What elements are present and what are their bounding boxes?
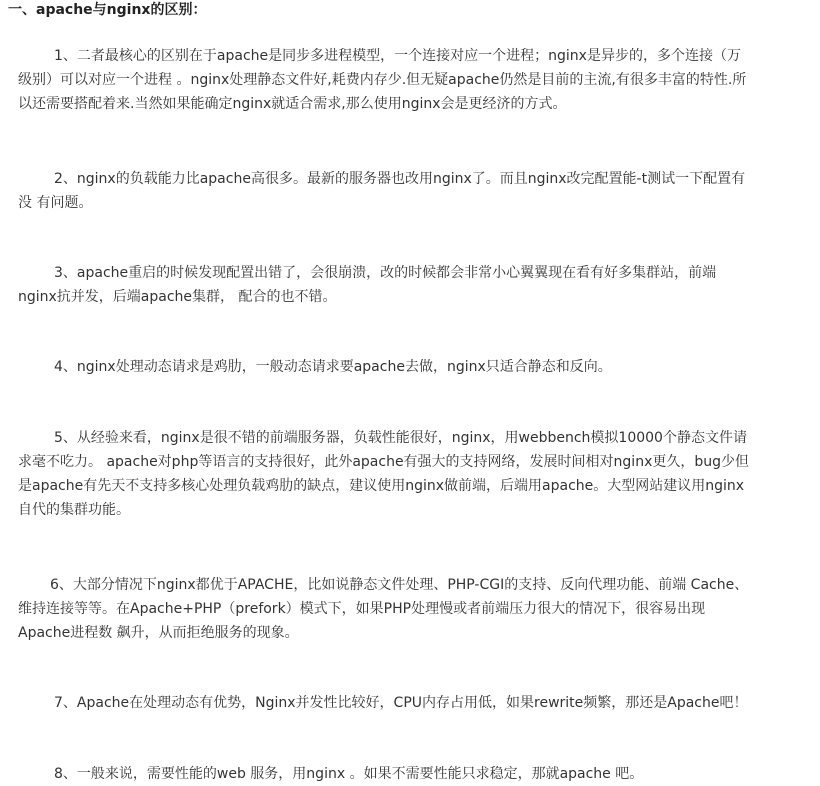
paragraph-8-line-1: 8、一般来说，需要性能的web 服务，用nginx 。如果不需要性能只求稳定，那就apache 吧。 xyxy=(54,766,644,782)
paragraph-6-line-3: Apache进程数 飙升，从而拒绝服务的现象。 xyxy=(18,625,299,641)
paragraph-7 xyxy=(18,691,792,715)
paragraph-3-line-2: nginx抗并发，后端apache集群， 配合的也不错。 xyxy=(18,289,337,305)
paragraph-2 xyxy=(18,167,792,215)
paragraph-7-line-1: 7、Apache在处理动态有优势，Nginx并发性比较好，CPU内存占用低，如果rewrite频繁，那还是Apache吧！ xyxy=(54,695,748,711)
section-heading: 一、apache与nginx的区别： xyxy=(8,2,207,18)
paragraph-5-line-1: 5、从经验来看，nginx是很不错的前端服务器，负载性能很好，nginx，用webbench模拟10000个静态文件请 xyxy=(54,430,747,446)
paragraph-2-line-2: 没 有问题。 xyxy=(18,195,93,211)
paragraph-6-line-1: 6、大部分情况下nginx都优于APACHE，比如说静态文件处理、PHP-CGI的支持、反向代理功能、前端 Cache、 xyxy=(50,577,749,593)
paragraph-1-line-1: 1、二者最核心的区别在于apache是同步多进程模型，一个连接对应一个进程；nginx是异步的，多个连接（万 xyxy=(54,48,741,64)
paragraph-8 xyxy=(18,762,792,786)
paragraph-1 xyxy=(18,44,792,116)
paragraph-5 xyxy=(18,426,792,522)
paragraph-4 xyxy=(18,355,792,379)
paragraph-4-line-1: 4、nginx处理动态请求是鸡肋，一般动态请求要apache去做，nginx只适合静态和反向。 xyxy=(54,359,612,375)
paragraph-1-line-2: 级别）可以对应一个进程 。nginx处理静态文件好,耗费内存少.但无疑apache仍然是目前的主流,有很多丰富的特性.所 xyxy=(18,72,747,88)
paragraph-2-line-1: 2、nginx的负载能力比apache高很多。最新的服务器也改用nginx了。而且nginx改完配置能-t测试一下配置有 xyxy=(54,171,746,187)
paragraph-3 xyxy=(18,261,792,309)
paragraph-1-line-3: 以还需要搭配着来.当然如果能确定nginx就适合需求,那么使用nginx会是更经济的方式。 xyxy=(18,96,567,112)
paragraph-5-line-3: 是apache有先天不支持多核心处理负载鸡肋的缺点，建议使用nginx做前端，后端用apache。大型网站建议用nginx xyxy=(18,478,745,494)
paragraph-6-line-2: 维持连接等等。在Apache+PHP（prefork）模式下，如果PHP处理慢或者前端压力很大的情况下，很容易出现 xyxy=(18,601,706,617)
paragraph-3-line-1: 3、apache重启的时候发现配置出错了，会很崩溃，改的时候都会非常小心翼翼现在看有好多集群站，前端 xyxy=(54,265,717,281)
paragraph-6 xyxy=(18,573,792,645)
paragraph-5-line-4: 自代的集群功能。 xyxy=(18,502,130,518)
paragraph-5-line-2: 求毫不吃力。 apache对php等语言的支持很好，此外apache有强大的支持网络，发展时间相对nginx更久，bug少但 xyxy=(18,454,750,470)
